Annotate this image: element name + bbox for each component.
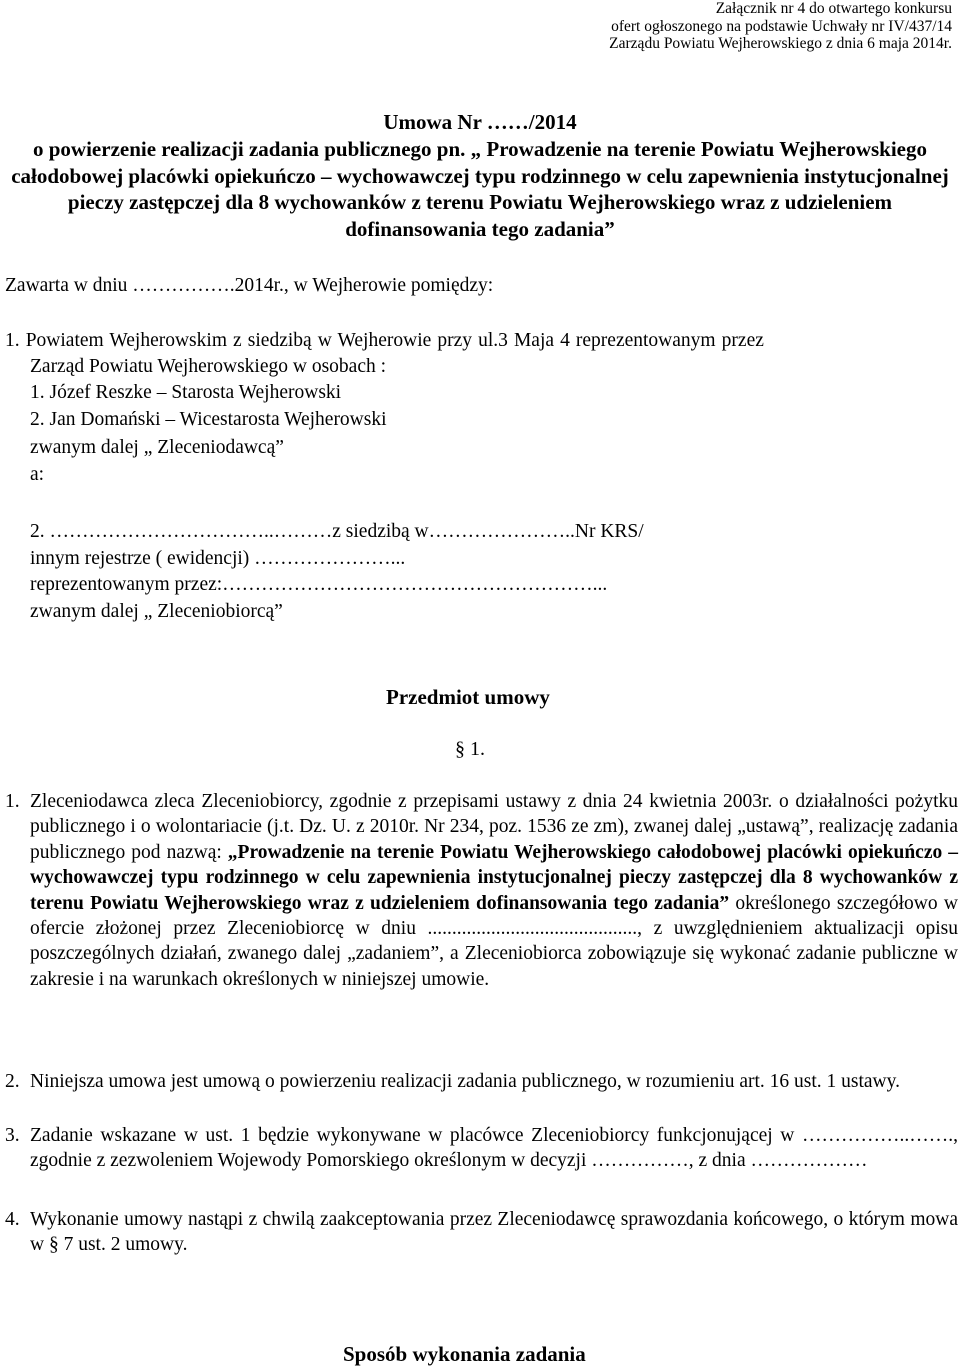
party1-line-2: Zarząd Powiatu Wejherowskiego w osobach : bbox=[30, 356, 387, 377]
clause-2 bbox=[0, 1069, 958, 1094]
representative-1: 1. Józef Reszke – Starosta Wejherowski bbox=[30, 382, 342, 403]
party1-line-1: 1. Powiatem Wejherowskim z siedzibą w Wejherowie przy ul.3 Maja 4 reprezentowanym przez bbox=[5, 330, 764, 351]
clause-1 bbox=[0, 789, 958, 992]
attachment-line-3: Zarządu Powiatu Wejherowskiego z dnia 6 maja 2014r. bbox=[609, 35, 952, 52]
party2-line-2: innym rejestrze ( ewidencji) …………………... bbox=[30, 548, 406, 569]
paragraph-sign-1: § 1. bbox=[455, 738, 485, 760]
party2-line-3: reprezentowanym przez:…………………………………………………... bbox=[30, 574, 608, 595]
clause-3 bbox=[0, 1123, 958, 1174]
contract-title: Umowa Nr ……/2014 bbox=[383, 110, 577, 134]
client-label: zwanym dalej „ Zleceniodawcą” bbox=[30, 437, 284, 458]
concluded-line: Zawarta w dniu …………….2014r., w Wejherowie pomiędzy: bbox=[5, 275, 494, 296]
representative-2: 2. Jan Domański – Wicestarosta Wejherowski bbox=[30, 409, 387, 430]
contract-subject: o powierzenie realizacji zadania publicznego pn. „ Prowadzenie na terenie Powiatu Wejherowskiego całodobowej placówki opiekuńczo – wychowawczej typu rodzinnego w celu zapewnienia instytucjonalnej pieczy zastępczej dla 8 wychowanków z terenu Powiatu Wejherowskiego wraz z udzieleniem dofinansowania tego zadania” bbox=[11, 137, 949, 241]
clause-text: Wykonanie umowy nastąpi z chwilą zaakceptowania przez Zleceniodawcę sprawozdania końcowego, o którym mowa w § 7 ust. 2 umowy. bbox=[30, 1209, 958, 1256]
clause-number: 2. bbox=[5, 1071, 20, 1092]
clause-number: 1. bbox=[5, 791, 20, 812]
clause-text bbox=[30, 789, 958, 992]
section-heading-subject: Przedmiot umowy bbox=[386, 685, 550, 709]
contractor-label: zwanym dalej „ Zleceniobiorcą” bbox=[30, 601, 283, 622]
clause-text: Zadanie wskazane w ust. 1 będzie wykonywane w placówce Zleceniobiorcy funkcjonującej w ……………..……., zgodnie z zezwoleniem Wojewody Pomorskiego określonym w decyzji ……………, z dnia ……………… bbox=[30, 1125, 958, 1172]
clause-text: Niniejsza umowa jest umową o powierzeniu realizacji zadania publicznego, w rozumieniu art. 16 ust. 1 ustawy. bbox=[30, 1071, 900, 1092]
attachment-line-1: Załącznik nr 4 do otwartego konkursu bbox=[715, 0, 952, 17]
clause-4 bbox=[0, 1207, 958, 1258]
clause-number: 3. bbox=[5, 1125, 20, 1146]
attachment-line-2: ofert ogłoszonego na podstawie Uchwały nr IV/437/14 bbox=[611, 17, 952, 35]
clause-text-part: określonego szczegółowo w ofercie złożonej przez Zleceniobiorcę w dniu ..........................................., z uwzględnieniem aktualizacji opisu poszczególnych działań, zwanego dalej „zadaniem”, a Zleceniobiorca zobowiązuje się wykonać zadanie publiczne w zakresie i na warunkach określonych w niniejszej umowie. bbox=[30, 892, 958, 990]
task-name-bold: „Prowadzenie na terenie Powiatu Wejherowskiego całodobowej placówki opiekuńczo – wychowawczej typu rodzinnego w celu zapewnienia instytucjonalnej pieczy zastępczej dla 8 wychowanków z terenu Powiatu Wejherowskiego wraz z udzieleniem dofinansowania tego zadania” bbox=[30, 841, 958, 914]
and-label: a: bbox=[30, 464, 45, 485]
section-heading-execution: Sposób wykonania zadania bbox=[343, 1342, 586, 1366]
clause-text-part: Zleceniodawca zleca Zleceniobiorcy, zgodnie z przepisami ustawy z dnia 24 kwietnia 2003r. o działalności pożytku publicznego i o wolontariacie (j.t. Dz. U. z 2010r. Nr 234, poz. 1536 ze zm), zwanej dalej „ustawą”, realizację zadania publicznego pod nazwą: bbox=[30, 791, 958, 863]
party2-line-1: 2. ……………………………..………z siedzibą w…………………..Nr KRS/ bbox=[30, 521, 644, 542]
attachment-note bbox=[609, 0, 952, 53]
clause-number: 4. bbox=[5, 1209, 20, 1230]
